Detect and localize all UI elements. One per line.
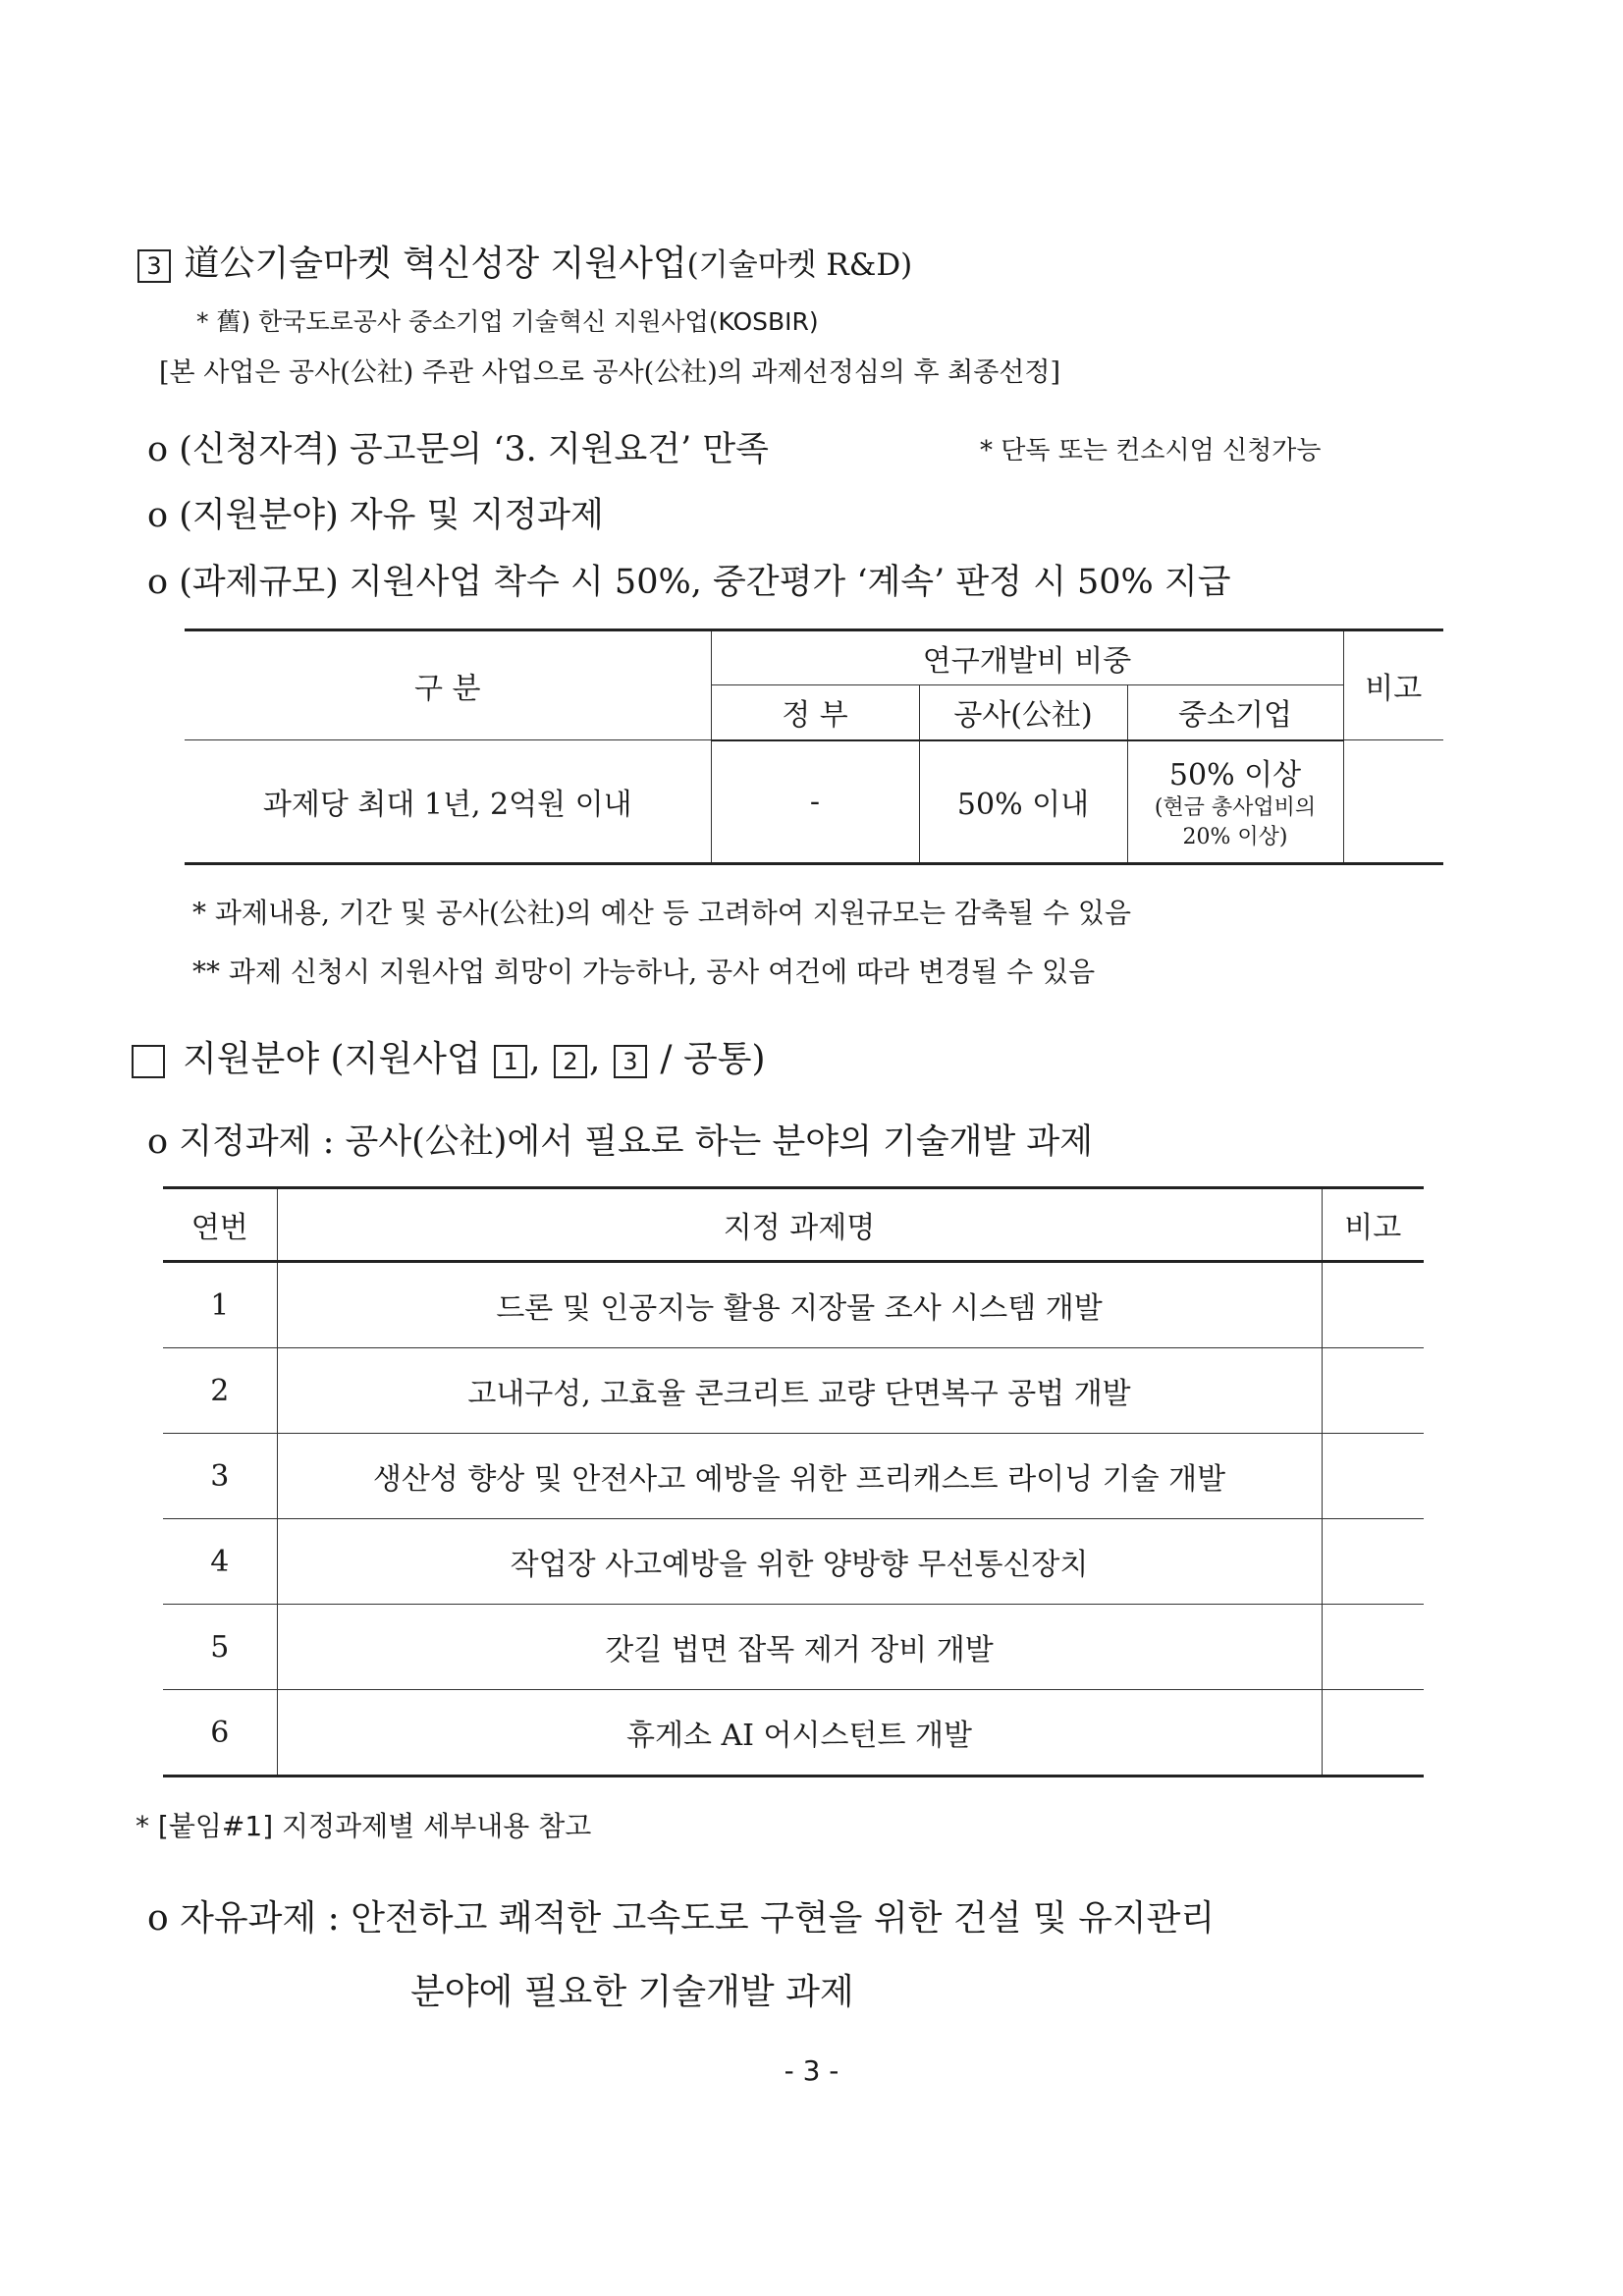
header-corporation: 공사(公社): [919, 685, 1127, 740]
designated-topics-table: [163, 1186, 1424, 1777]
row-sme-note-1: (현금 총사업비의: [1154, 795, 1317, 821]
header-category: 구 분: [185, 630, 711, 740]
bullet-support-field: o (지원분야) 자유 및 지정과제: [147, 496, 604, 535]
row-number: 1: [163, 1262, 277, 1348]
header-topic-name: 지정 과제명: [277, 1188, 1322, 1262]
bullet-project-scale: o (과제규모) 지원사업 착수 시 50%, 중간평가 ‘계속’ 판정 시 50% 지급: [147, 563, 1231, 602]
row-number: 3: [163, 1434, 277, 1519]
row-corporation: 50% 이내: [919, 740, 1127, 864]
page-number: - 3 -: [784, 2054, 839, 2087]
budget-note-1: * 과제내용, 기간 및 공사(公社)의 예산 등 고려하여 지원규모는 감축될 수 있음: [192, 897, 1131, 929]
row-topic-name: 작업장 사고예방을 위한 양방향 무선통신장치: [277, 1519, 1322, 1605]
row-topic-name: 드론 및 인공지능 활용 지장물 조사 시스템 개발: [277, 1262, 1322, 1348]
table-row: [163, 1519, 1424, 1605]
row-topic-name: 고내구성, 고효율 콘크리트 교량 단면복구 공법 개발: [277, 1348, 1322, 1434]
row-remarks: [1322, 1348, 1424, 1434]
checkbox-icon: [132, 1045, 165, 1078]
header-rnd-ratio: 연구개발비 비중: [711, 630, 1343, 685]
header-remarks: 비고: [1322, 1188, 1424, 1262]
eligibility-note: * 단독 또는 컨소시엄 신청가능: [980, 436, 1322, 465]
table-row: [163, 1348, 1424, 1434]
table-row: [163, 1690, 1424, 1777]
row-category: 과제당 최대 1년, 2억원 이내: [185, 740, 711, 864]
row-number: 5: [163, 1605, 277, 1690]
table-header-row: [163, 1188, 1424, 1262]
row-note: [1343, 740, 1443, 864]
row-sme-note-2: 20% 이상): [1182, 825, 1288, 850]
section-number-box: 3: [137, 249, 171, 283]
program-number-1: 1: [494, 1045, 527, 1078]
free-topic-line-1: o 자유과제 : 안전하고 쾌적한 고속도로 구현을 위한 건설 및 유지관리: [147, 1898, 1216, 1939]
row-topic-name: 갓길 법면 잡목 제거 장비 개발: [277, 1605, 1322, 1690]
program-number-2: 2: [554, 1045, 587, 1078]
header-note: 비고: [1343, 630, 1443, 740]
row-remarks: [1322, 1690, 1424, 1777]
row-sme-main: 50% 이상: [1168, 758, 1302, 793]
attachment-reference: * [붙임#1] 지정과제별 세부내용 참고: [135, 1810, 592, 1842]
table-row: [163, 1262, 1424, 1348]
header-sme: 중소기업: [1127, 685, 1343, 740]
header-number: 연번: [163, 1188, 277, 1262]
row-remarks: [1322, 1519, 1424, 1605]
row-topic-name: 휴게소 AI 어시스턴트 개발: [277, 1690, 1322, 1777]
row-topic-name: 생산성 향상 및 안전사고 예방을 위한 프리캐스트 라이닝 기술 개발: [277, 1434, 1322, 1519]
budget-ratio-table: [185, 629, 1443, 865]
program-number-3: 3: [614, 1045, 647, 1078]
free-topic-line-2: 분야에 필요한 기술개발 과제: [410, 1972, 854, 2012]
former-program-note: * 舊) 한국도로공사 중소기업 기술혁신 지원사업(KOSBIR): [196, 307, 819, 336]
row-remarks: [1322, 1262, 1424, 1348]
support-field-title-post: / 공통): [660, 1039, 766, 1079]
designated-topic-bullet: o 지정과제 : 공사(公社)에서 필요로 하는 분야의 기술개발 과제: [147, 1122, 1093, 1162]
row-number: 4: [163, 1519, 277, 1605]
row-number: 2: [163, 1348, 277, 1434]
section-3-heading: [135, 236, 912, 286]
row-government: -: [711, 740, 919, 864]
bullet-eligibility: o (신청자격) 공고문의 ‘3. 지원요건’ 만족: [147, 430, 769, 469]
row-remarks: [1322, 1605, 1424, 1690]
section-title-sub: (기술마켓 R&D): [686, 247, 913, 283]
support-field-heading: 지원분야 (지원사업 1 , 2 , 3 / 공통): [132, 1031, 766, 1081]
row-remarks: [1322, 1434, 1424, 1519]
table-row: [163, 1434, 1424, 1519]
row-sme: [1127, 740, 1343, 864]
row-number: 6: [163, 1690, 277, 1777]
section-title: 道公기술마켓 혁신성장 지원사업: [184, 244, 687, 284]
header-government: 정 부: [711, 685, 919, 740]
selection-note: [본 사업은 공사(公社) 주관 사업으로 공사(公社)의 과제선정심의 후 최종선정]: [159, 357, 1060, 388]
table-row: [163, 1605, 1424, 1690]
budget-note-2: ** 과제 신청시 지원사업 희망이 가능하나, 공사 여건에 따라 변경될 수 있음: [192, 956, 1096, 988]
support-field-title-pre: 지원분야 (지원사업: [183, 1039, 481, 1079]
